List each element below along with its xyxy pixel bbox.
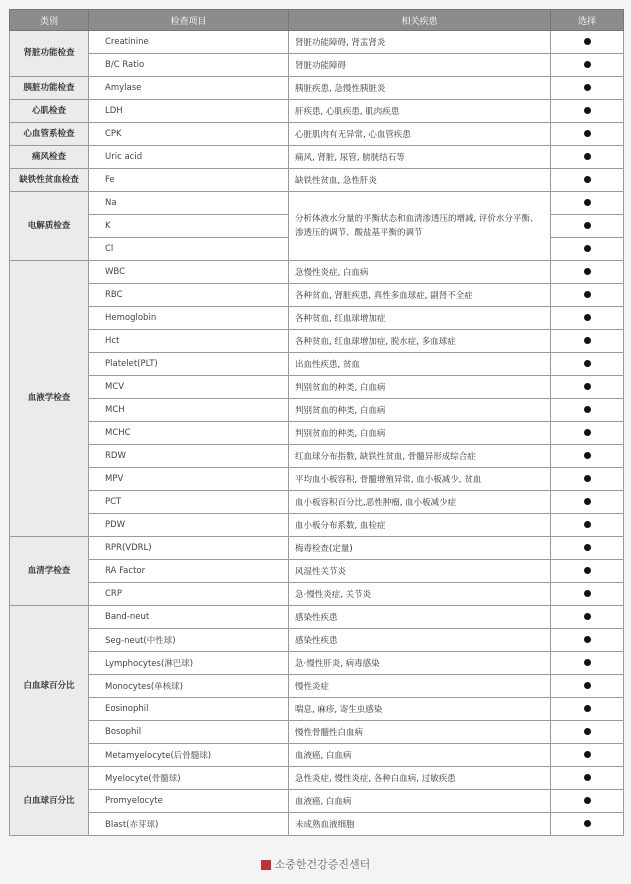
- table-row: [10, 422, 624, 445]
- test-item-cell: Cl: [89, 238, 289, 261]
- test-item-cell: Lymphocytes(淋巴球): [89, 652, 289, 675]
- test-item-cell: Creatinine: [89, 31, 289, 54]
- selected-dot-icon: [584, 199, 591, 206]
- disease-cell: 各种贫血, 红血球增加症, 脱水症, 多血球症: [289, 330, 551, 353]
- select-cell[interactable]: [551, 238, 624, 261]
- selected-dot-icon: [584, 245, 591, 252]
- table-row: [10, 583, 624, 606]
- select-cell[interactable]: [551, 399, 624, 422]
- category-cell: 心肌检查: [10, 100, 89, 123]
- selected-dot-icon: [584, 682, 591, 689]
- checkup-table-container: [9, 9, 623, 836]
- table-row: [10, 698, 624, 721]
- table-row: [10, 146, 624, 169]
- category-cell: 胰脏功能检查: [10, 77, 89, 100]
- table-row: [10, 284, 624, 307]
- test-item-cell: Eosinophil: [89, 698, 289, 721]
- disease-cell: 急慢性炎症, 白血病: [289, 261, 551, 284]
- test-item-cell: Bosophil: [89, 721, 289, 744]
- select-cell[interactable]: [551, 468, 624, 491]
- disease-cell: 急·慢性肝炎, 病毒感染: [289, 652, 551, 675]
- table-row: [10, 491, 624, 514]
- test-item-cell: RPR(VDRL): [89, 537, 289, 560]
- select-cell[interactable]: [551, 54, 624, 77]
- selected-dot-icon: [584, 659, 591, 666]
- table-row: [10, 537, 624, 560]
- select-cell[interactable]: [551, 721, 624, 744]
- selected-dot-icon: [584, 130, 591, 137]
- brand-logo-icon: [261, 860, 271, 870]
- test-item-cell: Platelet(PLT): [89, 353, 289, 376]
- select-cell[interactable]: [551, 123, 624, 146]
- table-row: [10, 767, 624, 790]
- disease-cell: 感染性疾患: [289, 606, 551, 629]
- table-row: [10, 399, 624, 422]
- disease-cell: 判别贫血的种类, 白血病: [289, 422, 551, 445]
- selected-dot-icon: [584, 38, 591, 45]
- select-cell[interactable]: [551, 675, 624, 698]
- table-row: [10, 77, 624, 100]
- table-row: [10, 192, 624, 215]
- disease-cell: 各种贫血, 肾脏疾患, 真性多血球症, 副肾不全症: [289, 284, 551, 307]
- test-item-cell: Na: [89, 192, 289, 215]
- disease-cell: 判别贫血的种类, 白血病: [289, 376, 551, 399]
- select-cell[interactable]: [551, 376, 624, 399]
- select-cell[interactable]: [551, 767, 624, 790]
- test-item-cell: B/C Ratio: [89, 54, 289, 77]
- selected-dot-icon: [584, 567, 591, 574]
- header-select: 选择: [551, 10, 624, 31]
- category-cell: 缺铁性贫血检查: [10, 169, 89, 192]
- select-cell[interactable]: [551, 77, 624, 100]
- selected-dot-icon: [584, 176, 591, 183]
- selected-dot-icon: [584, 291, 591, 298]
- test-item-cell: WBC: [89, 261, 289, 284]
- disease-cell: 各种贫血, 红血球增加症: [289, 307, 551, 330]
- test-item-cell: PDW: [89, 514, 289, 537]
- selected-dot-icon: [584, 521, 591, 528]
- test-item-cell: Metamyelocyte(后骨髓球): [89, 744, 289, 767]
- table-row: [10, 560, 624, 583]
- selected-dot-icon: [584, 613, 591, 620]
- selected-dot-icon: [584, 797, 591, 804]
- select-cell[interactable]: [551, 560, 624, 583]
- selected-dot-icon: [584, 429, 591, 436]
- test-item-cell: MCH: [89, 399, 289, 422]
- table-row: [10, 261, 624, 284]
- table-row: [10, 744, 624, 767]
- disease-cell: 肾脏功能障碍: [289, 54, 551, 77]
- selected-dot-icon: [584, 590, 591, 597]
- test-item-cell: Hemoglobin: [89, 307, 289, 330]
- selected-dot-icon: [584, 61, 591, 68]
- test-item-cell: Monocytes(单核球): [89, 675, 289, 698]
- table-row: [10, 123, 624, 146]
- select-cell[interactable]: [551, 698, 624, 721]
- select-cell[interactable]: [551, 790, 624, 813]
- test-item-cell: MPV: [89, 468, 289, 491]
- disease-cell: 风湿性关节炎: [289, 560, 551, 583]
- table-row: [10, 353, 624, 376]
- test-item-cell: Fe: [89, 169, 289, 192]
- disease-cell: 心脏肌肉有无异常, 心血管疾患: [289, 123, 551, 146]
- test-item-cell: Hct: [89, 330, 289, 353]
- select-cell[interactable]: [551, 100, 624, 123]
- test-item-cell: MCHC: [89, 422, 289, 445]
- table-row: [10, 307, 624, 330]
- header-item: 检查项目: [89, 10, 289, 31]
- disease-cell: 出血性疾患, 贫血: [289, 353, 551, 376]
- category-cell: 电解质检查: [10, 192, 89, 261]
- select-cell[interactable]: [551, 491, 624, 514]
- test-item-cell: RDW: [89, 445, 289, 468]
- table-row: [10, 813, 624, 836]
- table-row: [10, 790, 624, 813]
- select-cell[interactable]: [551, 353, 624, 376]
- select-cell[interactable]: [551, 422, 624, 445]
- selected-dot-icon: [584, 475, 591, 482]
- disease-cell: 判别贫血的种类, 白血病: [289, 399, 551, 422]
- test-item-cell: RA Factor: [89, 560, 289, 583]
- table-row: [10, 514, 624, 537]
- select-cell[interactable]: [551, 445, 624, 468]
- select-cell[interactable]: [551, 192, 624, 215]
- checkup-table: [9, 9, 624, 836]
- test-item-cell: MCV: [89, 376, 289, 399]
- table-row: [10, 376, 624, 399]
- disease-cell: 血小板容积百分比,恶性肿瘤, 血小板减少症: [289, 491, 551, 514]
- category-cell: 血液学检查: [10, 261, 89, 537]
- category-cell: 肾脏功能检查: [10, 31, 89, 77]
- table-row: [10, 54, 624, 77]
- disease-cell: 胰脏疾患, 急慢性胰脏炎: [289, 77, 551, 100]
- disease-cell: 慢性骨髓性白血病: [289, 721, 551, 744]
- test-item-cell: Blast(赤芽球): [89, 813, 289, 836]
- test-item-cell: K: [89, 215, 289, 238]
- disease-cell: 痛风, 肾脏, 尿管, 膀胱结石等: [289, 146, 551, 169]
- footer-brand: 소중한건강증진센터: [274, 858, 371, 871]
- test-item-cell: Uric acid: [89, 146, 289, 169]
- selected-dot-icon: [584, 383, 591, 390]
- disease-cell: 慢性炎症: [289, 675, 551, 698]
- select-cell[interactable]: [551, 744, 624, 767]
- disease-cell: 喘息, 麻疹, 寄生虫感染: [289, 698, 551, 721]
- category-cell: 血清学检查: [10, 537, 89, 606]
- table-row: [10, 31, 624, 54]
- table-row: [10, 721, 624, 744]
- table-row: [10, 606, 624, 629]
- table-body: [10, 31, 624, 836]
- test-item-cell: Myelocyte(骨髓球): [89, 767, 289, 790]
- table-row: [10, 100, 624, 123]
- select-cell[interactable]: [551, 583, 624, 606]
- selected-dot-icon: [584, 705, 591, 712]
- select-cell[interactable]: [551, 215, 624, 238]
- selected-dot-icon: [584, 406, 591, 413]
- select-cell[interactable]: [551, 284, 624, 307]
- disease-cell: 缺铁性贫血, 急性肝炎: [289, 169, 551, 192]
- selected-dot-icon: [584, 337, 591, 344]
- disease-cell: 未成熟血液细胞: [289, 813, 551, 836]
- disease-cell: 肾脏功能障碍, 肾盂肾炎: [289, 31, 551, 54]
- table-row: [10, 169, 624, 192]
- select-cell[interactable]: [551, 307, 624, 330]
- table-header-row: [10, 10, 624, 31]
- select-cell[interactable]: [551, 261, 624, 284]
- selected-dot-icon: [584, 314, 591, 321]
- select-cell[interactable]: [551, 514, 624, 537]
- table-row: [10, 675, 624, 698]
- selected-dot-icon: [584, 84, 591, 91]
- selected-dot-icon: [584, 544, 591, 551]
- disease-cell: 血小板分布系数, 血栓症: [289, 514, 551, 537]
- disease-cell: 分析体液水分量的平衡状态和血清渗透压的增减, 评价水分平衡、渗透压的调节、酸盐基平衡的调节: [289, 192, 551, 261]
- selected-dot-icon: [584, 452, 591, 459]
- table-row: [10, 629, 624, 652]
- header-category: 类别: [10, 10, 89, 31]
- select-cell[interactable]: [551, 813, 624, 836]
- test-item-cell: RBC: [89, 284, 289, 307]
- selected-dot-icon: [584, 728, 591, 735]
- footer: [0, 856, 631, 872]
- disease-cell: 血液癌, 白血病: [289, 790, 551, 813]
- table-row: [10, 652, 624, 675]
- category-cell: 白血球百分比: [10, 606, 89, 767]
- header-disease: 相关疾患: [289, 10, 551, 31]
- disease-cell: 血液癌, 白血病: [289, 744, 551, 767]
- disease-cell: 感染性疾患: [289, 629, 551, 652]
- disease-cell: 急性炎症, 慢性炎症, 各种白血病, 过敏疾患: [289, 767, 551, 790]
- test-item-cell: CPK: [89, 123, 289, 146]
- disease-cell: 梅毒检查(定量): [289, 537, 551, 560]
- test-item-cell: CRP: [89, 583, 289, 606]
- table-row: [10, 445, 624, 468]
- table-row: [10, 330, 624, 353]
- selected-dot-icon: [584, 751, 591, 758]
- test-item-cell: Amylase: [89, 77, 289, 100]
- test-item-cell: Band-neut: [89, 606, 289, 629]
- disease-cell: 红血球分布指数, 缺铁性贫血, 骨髓异形成综合症: [289, 445, 551, 468]
- select-cell[interactable]: [551, 330, 624, 353]
- select-cell[interactable]: [551, 606, 624, 629]
- selected-dot-icon: [584, 636, 591, 643]
- select-cell[interactable]: [551, 652, 624, 675]
- test-item-cell: Seg-neut(中性球): [89, 629, 289, 652]
- select-cell[interactable]: [551, 31, 624, 54]
- test-item-cell: LDH: [89, 100, 289, 123]
- table-row: [10, 468, 624, 491]
- selected-dot-icon: [584, 107, 591, 114]
- test-item-cell: Promyelocyte: [89, 790, 289, 813]
- select-cell[interactable]: [551, 169, 624, 192]
- selected-dot-icon: [584, 498, 591, 505]
- test-item-cell: PCT: [89, 491, 289, 514]
- selected-dot-icon: [584, 222, 591, 229]
- select-cell[interactable]: [551, 537, 624, 560]
- disease-cell: 平均血小板容积, 骨髓增殖异常, 血小板减少, 贫血: [289, 468, 551, 491]
- select-cell[interactable]: [551, 629, 624, 652]
- category-cell: 心血管系检查: [10, 123, 89, 146]
- selected-dot-icon: [584, 774, 591, 781]
- selected-dot-icon: [584, 268, 591, 275]
- selected-dot-icon: [584, 820, 591, 827]
- select-cell[interactable]: [551, 146, 624, 169]
- selected-dot-icon: [584, 153, 591, 160]
- disease-cell: 肝疾患, 心肌疾患, 肌肉疾患: [289, 100, 551, 123]
- disease-cell: 急·慢性炎症, 关节炎: [289, 583, 551, 606]
- category-cell: 痛风检查: [10, 146, 89, 169]
- selected-dot-icon: [584, 360, 591, 367]
- category-cell: 白血球百分比: [10, 767, 89, 836]
